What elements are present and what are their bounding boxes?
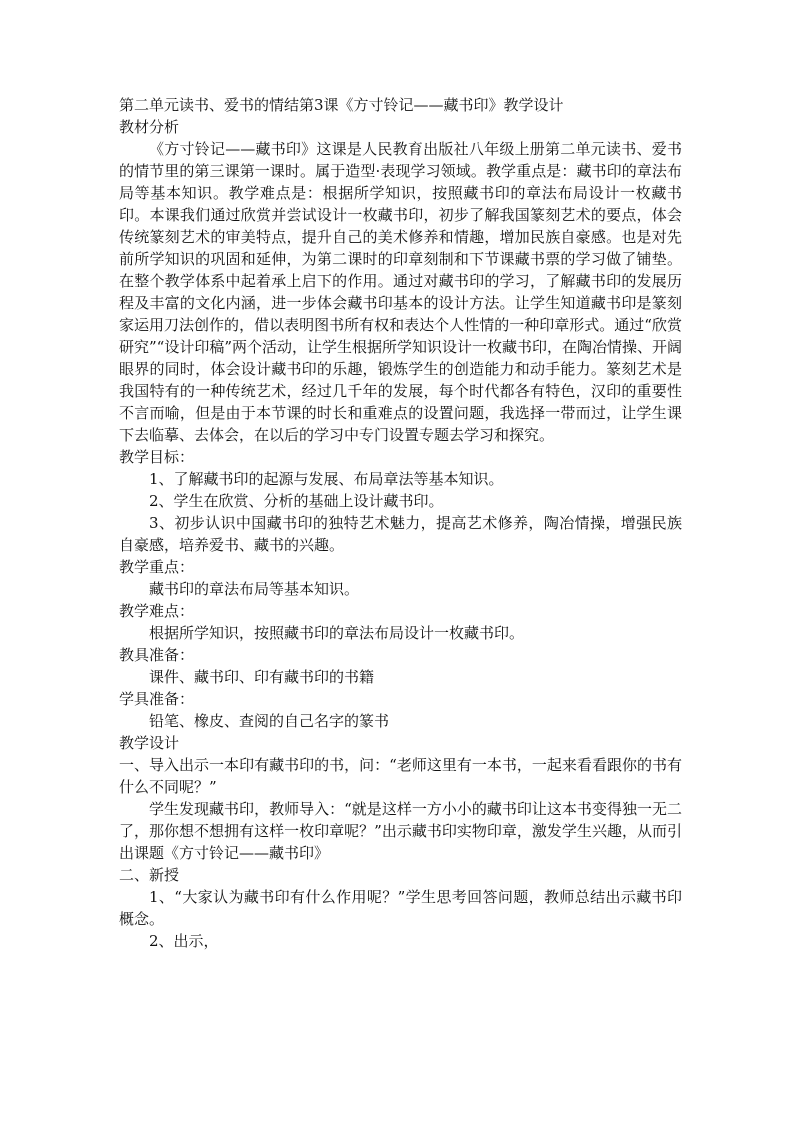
step-2-item-1: 1、“大家认为藏书印有什么作用呢？”学生思考回答问题，教师总结出示藏书印概念。	[119, 888, 682, 928]
analysis-paragraph: 《方寸铃记——藏书印》这课是人民教育出版社八年级上册第二单元读书、爱书的情节里的第三课第一课时。属于造型·表现学习领域。教学重点是：藏书印的章法布局等基本知识。教学难点是：根据所学知识，按照藏书印的章法布局设计一枚藏书印。本课我们通过欣赏并尝试设计一枚藏书印，初步了解我国篆刻艺术的要点，体会传统篆刻艺术的审美特点，提升自己的美术修养和情趣，增加民族自豪感。也是对先前所学知识的巩固和延伸，为第二课时的印章刻制和下节课藏书票的学习做了铺垫。在整个教学体系中起着承上启下的作用。通过对藏书印的学习，了解藏书印的发展历程及丰富的文化内涵，进一步体会藏书印基本的设计方法。让学生知道藏书印是篆刻家运用刀法创作的，借以表明图书所有权和表达个人性情的一种印章形式。通过“欣赏研究”“设计印稿”两个活动，让学生根据所学知识设计一枚藏书印，在陶冶情操、开阔眼界的同时，体会设计藏书印的乐趣，锻炼学生的创造能力和动手能力。篆刻艺术是我国特有的一种传统艺术，经过几千年的发展，每个时代都各有特色，汉印的重要性不言而喻，但是由于本节课的时长和重难点的设置问题，我选择一带而过，让学生课下去临摹、去体会，在以后的学习中专门设置专题去学习和探究。	[119, 140, 683, 444]
student-prep-heading: 学具准备：	[119, 690, 195, 708]
step-1-detail: 学生发现藏书印，教师导入：“就是这样一方小小的藏书印让这本书变得独一无二了，那你想不想拥有这样一枚印章呢？”出示藏书印实物印章，激发学生兴趣，从而引出课题《方寸铃记——藏书印》	[119, 800, 682, 862]
goal-item-2: 2、学生在欣赏、分析的基础上设计藏书印。	[149, 492, 444, 510]
design-heading: 教学设计	[119, 734, 180, 752]
step-2-heading: 二、新授	[119, 866, 180, 884]
goal-item-3: 3、初步认识中国藏书印的独特艺术魅力，提高艺术修养，陶冶情操，增强民族自豪感，培养爱书、藏书的兴趣。	[119, 514, 682, 554]
document-title: 第二单元读书、爱书的情结第3课《方寸铃记——藏书印》教学设计	[119, 96, 564, 114]
difficulty-heading: 教学难点：	[119, 602, 195, 620]
analysis-heading: 教材分析	[119, 118, 180, 136]
teacher-prep-text: 课件、藏书印、印有藏书印的书籍	[149, 668, 375, 686]
key-point-text: 藏书印的章法布局等基本知识。	[149, 580, 360, 598]
difficulty-text: 根据所学知识，按照藏书印的章法布局设计一枚藏书印。	[149, 624, 525, 642]
step-2-item-2: 2、出示，	[149, 932, 219, 950]
key-point-heading: 教学重点：	[119, 558, 195, 576]
document-page	[119, 94, 682, 952]
step-1-intro: 一、导入出示一本印有藏书印的书，问：“老师这里有一本书，一起来看看跟你的书有什么不同呢？”	[119, 756, 682, 796]
goals-heading: 教学目标：	[119, 448, 195, 466]
teacher-prep-heading: 教具准备：	[119, 646, 195, 664]
goal-item-1: 1、了解藏书印的起源与发展、布局章法等基本知识。	[149, 470, 504, 488]
student-prep-text: 铅笔、橡皮、查阅的自己名字的篆书	[149, 712, 390, 730]
